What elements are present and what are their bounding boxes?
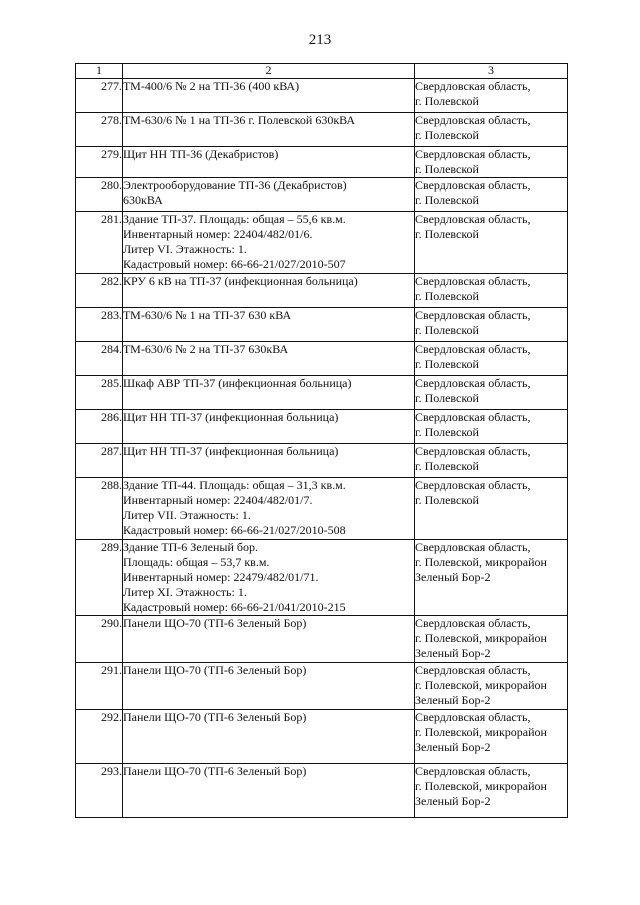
location-line: Зеленый Бор-2 (415, 693, 491, 707)
table-row (76, 342, 568, 376)
row-number: 291. (76, 663, 123, 710)
location-line: Свердловская область, (415, 616, 531, 630)
location-line: Свердловская область, (415, 113, 531, 127)
location-line: Свердловская область, (415, 308, 531, 322)
object-name-cell (123, 376, 415, 410)
row-number: 280. (76, 178, 123, 212)
location-cell (415, 376, 568, 410)
object-name-line: Инвентарный номер: 22479/482/01/71. (123, 570, 319, 584)
location-cell (415, 710, 568, 764)
row-number: 285. (76, 376, 123, 410)
object-name-line: Кадастровый номер: 66-66-21/027/2010-507 (123, 257, 346, 271)
row-number: 284. (76, 342, 123, 376)
object-name-cell (123, 663, 415, 710)
location-cell (415, 410, 568, 444)
table-row (76, 764, 568, 818)
location-cell (415, 342, 568, 376)
object-name-line: Литер VII. Этажность: 1. (123, 508, 251, 522)
object-name-line: Щит НН ТП-37 (инфекционная больница) (123, 444, 339, 458)
location-line: Зеленый Бор-2 (415, 646, 491, 660)
object-name-line: ТМ-630/6 № 2 на ТП-37 630кВА (123, 342, 289, 356)
location-cell (415, 79, 568, 113)
row-number: 286. (76, 410, 123, 444)
object-name-line: Панели ЩО-70 (ТП-6 Зеленый Бор) (123, 764, 307, 778)
object-name-line: КРУ 6 кВ на ТП-37 (инфекционная больница) (123, 274, 358, 288)
location-line: Свердловская область, (415, 178, 531, 192)
location-line: г. Полевской (415, 323, 479, 337)
location-line: г. Полевской, микрорайон (415, 725, 547, 739)
object-name-cell (123, 478, 415, 540)
row-number: 293. (76, 764, 123, 818)
location-cell (415, 113, 568, 147)
row-number: 287. (76, 444, 123, 478)
table-row (76, 710, 568, 764)
object-name-line: Литер XI. Этажность: 1. (123, 585, 247, 599)
object-name-cell (123, 178, 415, 212)
location-cell (415, 147, 568, 178)
location-line: г. Полевской (415, 94, 479, 108)
location-cell (415, 274, 568, 308)
location-line: г. Полевской, микрорайон (415, 779, 547, 793)
row-number: 289. (76, 540, 123, 616)
location-line: Свердловская область, (415, 478, 531, 492)
location-line: г. Полевской (415, 391, 479, 405)
object-name-line: Здание ТП-6 Зеленый бор. (123, 540, 258, 554)
table-header-row (76, 64, 568, 79)
object-name-line: Электрооборудование ТП-36 (Декабристов) (123, 178, 347, 192)
object-name-cell (123, 710, 415, 764)
location-cell (415, 764, 568, 818)
location-line: г. Полевской (415, 425, 479, 439)
object-name-cell (123, 764, 415, 818)
location-line: г. Полевской (415, 289, 479, 303)
object-name-cell (123, 147, 415, 178)
table-row (76, 308, 568, 342)
location-line: г. Полевской (415, 357, 479, 371)
object-name-cell (123, 540, 415, 616)
location-line: Свердловская область, (415, 274, 531, 288)
location-line: Свердловская область, (415, 212, 531, 226)
object-name-line: Литер VI. Этажность: 1. (123, 242, 247, 256)
table-row (76, 178, 568, 212)
location-cell (415, 663, 568, 710)
location-line: г. Полевской (415, 193, 479, 207)
location-line: г. Полевской, микрорайон (415, 678, 547, 692)
location-line: Свердловская область, (415, 540, 531, 554)
location-line: г. Полевской (415, 227, 479, 241)
location-line: Свердловская область, (415, 342, 531, 356)
object-name-cell (123, 79, 415, 113)
table-row (76, 147, 568, 178)
object-name-cell (123, 308, 415, 342)
object-name-line: Инвентарный номер: 22404/482/01/6. (123, 227, 313, 241)
object-name-cell (123, 113, 415, 147)
object-name-line: ТМ-400/6 № 2 на ТП-36 (400 кВА) (123, 79, 300, 93)
table-row (76, 79, 568, 113)
location-line: Зеленый Бор-2 (415, 570, 491, 584)
object-name-line: Панели ЩО-70 (ТП-6 Зеленый Бор) (123, 616, 307, 630)
location-cell (415, 478, 568, 540)
table-row (76, 212, 568, 274)
location-cell (415, 178, 568, 212)
location-cell (415, 212, 568, 274)
object-name-cell (123, 410, 415, 444)
location-line: г. Полевской, микрорайон (415, 555, 547, 569)
row-number: 290. (76, 616, 123, 663)
location-cell (415, 540, 568, 616)
location-line: Свердловская область, (415, 444, 531, 458)
location-line: Свердловская область, (415, 710, 531, 724)
table-body (76, 79, 568, 818)
object-name-line: Панели ЩО-70 (ТП-6 Зеленый Бор) (123, 663, 307, 677)
location-cell (415, 308, 568, 342)
object-name-line: ТМ-630/6 № 1 на ТП-37 630 кВА (123, 308, 292, 322)
location-cell (415, 444, 568, 478)
location-line: Свердловская область, (415, 376, 531, 390)
object-name-line: Шкаф АВР ТП-37 (инфекционная больница) (123, 376, 352, 390)
row-number: 288. (76, 478, 123, 540)
object-name-line: ТМ-630/6 № 1 на ТП-36 г. Полевской 630кВА (123, 113, 356, 127)
row-number: 283. (76, 308, 123, 342)
row-number: 292. (76, 710, 123, 764)
location-line: г. Полевской (415, 162, 479, 176)
location-line: Свердловская область, (415, 79, 531, 93)
location-line: Свердловская область, (415, 663, 531, 677)
property-registry-table (75, 63, 568, 818)
column-header-location: 3 (415, 64, 568, 79)
object-name-line: Панели ЩО-70 (ТП-6 Зеленый Бор) (123, 710, 307, 724)
column-header-number: 1 (76, 64, 123, 79)
location-line: г. Полевской, микрорайон (415, 631, 547, 645)
location-line: Свердловская область, (415, 764, 531, 778)
table-row (76, 376, 568, 410)
object-name-cell (123, 212, 415, 274)
row-number: 282. (76, 274, 123, 308)
object-name-line: Инвентарный номер: 22404/482/01/7. (123, 493, 313, 507)
column-header-name: 2 (123, 64, 415, 79)
table-row (76, 444, 568, 478)
location-line: г. Полевской (415, 459, 479, 473)
table-row (76, 274, 568, 308)
row-number: 281. (76, 212, 123, 274)
row-number: 279. (76, 147, 123, 178)
object-name-line: Здание ТП-44. Площадь: общая – 31,3 кв.м. (123, 478, 346, 492)
location-line: г. Полевской (415, 128, 479, 142)
location-line: Зеленый Бор-2 (415, 794, 491, 808)
object-name-line: 630кВА (123, 193, 163, 207)
object-name-cell (123, 274, 415, 308)
object-name-cell (123, 342, 415, 376)
object-name-line: Кадастровый номер: 66-66-21/027/2010-508 (123, 523, 346, 537)
object-name-line: Кадастровый номер: 66-66-21/041/2010-215 (123, 600, 346, 614)
object-name-cell (123, 444, 415, 478)
location-line: Свердловская область, (415, 147, 531, 161)
location-line: Зеленый Бор-2 (415, 740, 491, 754)
page-number: 213 (308, 32, 332, 48)
object-name-line: Щит НН ТП-36 (Декабристов) (123, 147, 279, 161)
table-row (76, 410, 568, 444)
table-row (76, 540, 568, 616)
location-cell (415, 616, 568, 663)
table-row (76, 478, 568, 540)
table-row (76, 616, 568, 663)
row-number: 278. (76, 113, 123, 147)
table-row (76, 663, 568, 710)
object-name-line: Здание ТП-37. Площадь: общая – 55,6 кв.м. (123, 212, 346, 226)
table-row (76, 113, 568, 147)
location-line: Свердловская область, (415, 410, 531, 424)
object-name-line: Щит НН ТП-37 (инфекционная больница) (123, 410, 339, 424)
object-name-cell (123, 616, 415, 663)
location-line: г. Полевской (415, 493, 479, 507)
row-number: 277. (76, 79, 123, 113)
object-name-line: Площадь: общая – 53,7 кв.м. (123, 555, 270, 569)
